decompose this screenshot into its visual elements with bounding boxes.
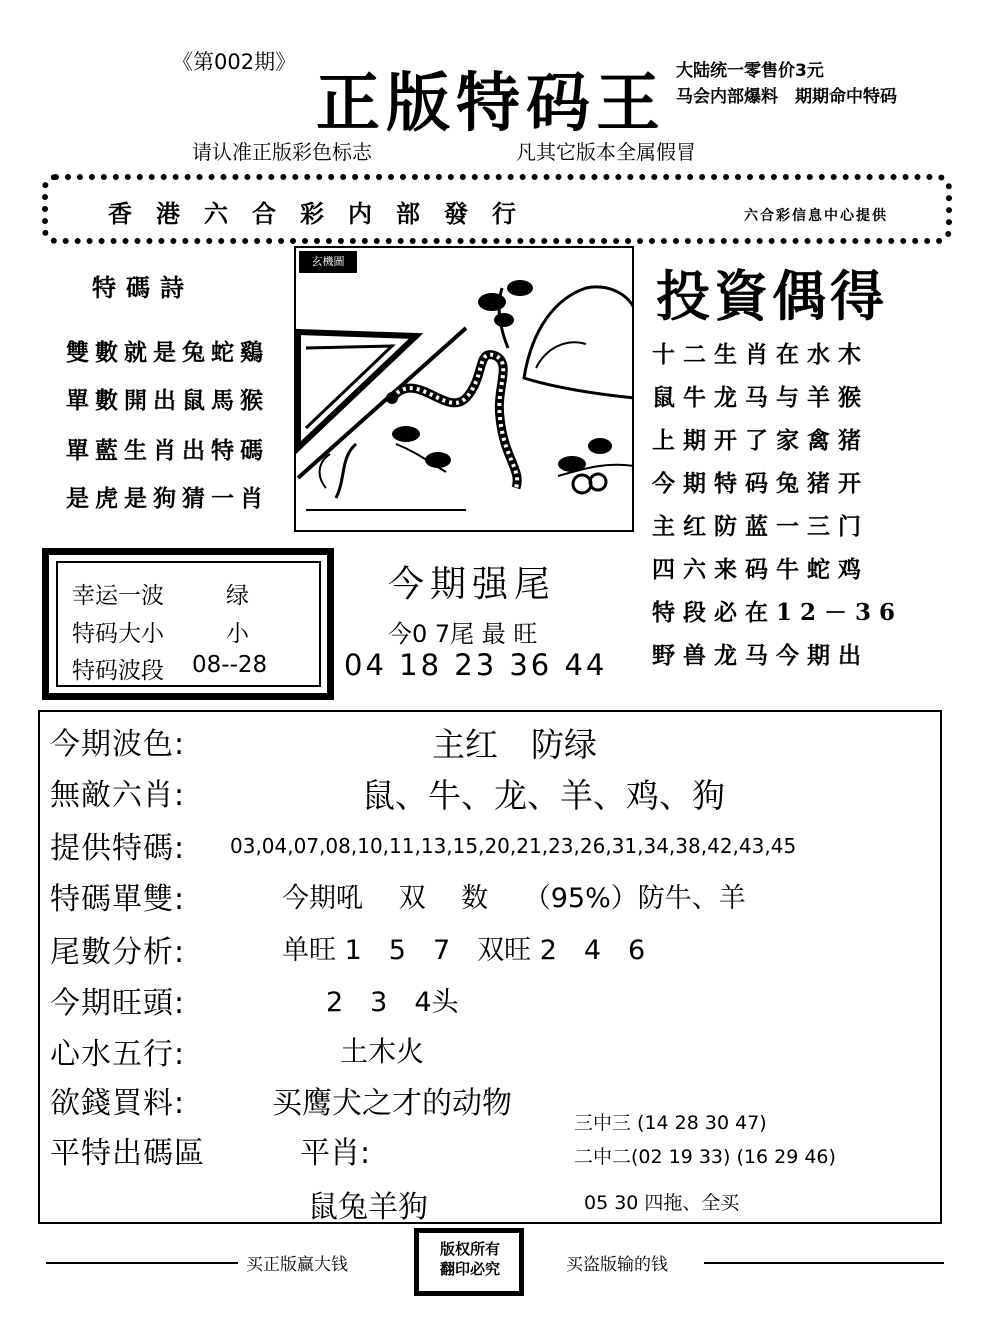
strong-tail-sub: 今0 7尾 最 旺 bbox=[388, 620, 538, 648]
authenticity-note-left: 请认准正版彩色标志 bbox=[192, 140, 372, 164]
row-label: 今期波色: bbox=[50, 727, 186, 762]
row-value: 买鹰犬之才的动物 bbox=[272, 1086, 512, 1121]
right-poem-line: 上期开了家禽猪 bbox=[652, 427, 869, 454]
row-label: 特碼單雙: bbox=[50, 882, 186, 917]
row-value: 03,04,07,08,10,11,13,15,20,21,23,26,31,34,38,42,43,45 bbox=[230, 834, 797, 858]
right-poem-line: 野兽龙马今期出 bbox=[652, 642, 869, 669]
poem-line: 單藍生肖出特碼 bbox=[66, 437, 269, 464]
strong-tail-title: 今期强尾 bbox=[388, 564, 557, 605]
banner-text: 香港六合彩内部發行 bbox=[108, 199, 540, 228]
lucky-label: 幸运一波 bbox=[72, 583, 164, 609]
footer-rule-left bbox=[46, 1262, 238, 1264]
slogan: 马会内部爆料 期期命中特码 bbox=[676, 87, 897, 107]
lucky-value: 08--28 bbox=[192, 652, 268, 678]
row-label: 平特出碼區 bbox=[50, 1136, 205, 1171]
row-label: 尾數分析: bbox=[50, 935, 186, 970]
lucky-label: 特码波段 bbox=[72, 658, 164, 684]
right-poem-line: 特段必在12－36 bbox=[652, 599, 904, 626]
right-poem-line: 今期特码兔猪开 bbox=[652, 470, 869, 497]
row-value: 2 3 4头 bbox=[326, 987, 459, 1018]
strong-tail-numbers: 04 18 23 36 44 bbox=[344, 648, 608, 682]
row-value: 单旺 1 5 7 双旺 2 4 6 bbox=[282, 935, 646, 966]
row-label: 無敵六肖: bbox=[50, 778, 186, 813]
row-value: 土木火 bbox=[340, 1035, 425, 1068]
lucky-value: 小 bbox=[226, 621, 249, 647]
row-value: 鼠、牛、龙、羊、鸡、狗 bbox=[362, 776, 725, 815]
illustration-stamp: 玄機圖 bbox=[299, 251, 357, 273]
footer-left-text: 买正版赢大钱 bbox=[246, 1255, 348, 1275]
banner-credit: 六合彩信息中心提供 bbox=[744, 208, 888, 224]
footer-right-text: 买盗版输的钱 bbox=[566, 1255, 668, 1275]
lucky-value: 绿 bbox=[226, 583, 249, 609]
authenticity-note-right: 凡其它版本全属假冒 bbox=[516, 140, 696, 164]
poem-title: 特碼詩 bbox=[92, 274, 194, 302]
issue-number: 《第002期》 bbox=[172, 50, 297, 74]
right-poem-title: 投資偶得 bbox=[656, 264, 888, 328]
snake-illustration bbox=[294, 246, 634, 532]
right-poem-line: 主红防蓝一三门 bbox=[652, 513, 869, 540]
row-value: 今期吼 双 数 （95%）防牛、羊 bbox=[282, 883, 746, 914]
snake-drawing bbox=[296, 248, 634, 532]
row-value: 主红 防绿 bbox=[432, 725, 597, 764]
copyright-line-1: 版权所有 bbox=[439, 1240, 500, 1258]
footer-rule-right bbox=[704, 1262, 944, 1264]
combo-line: 二中二(02 19 33) (16 29 46) bbox=[574, 1146, 836, 1168]
poem-line: 雙數就是兔蛇鷄 bbox=[66, 339, 269, 366]
copyright-text bbox=[424, 1239, 516, 1279]
pingxiao-value: 鼠兔羊狗 bbox=[308, 1190, 428, 1225]
combo-line: 05 30 四拖、全买 bbox=[584, 1192, 740, 1214]
row-label: 心水五行: bbox=[50, 1037, 186, 1072]
right-poem-line: 鼠牛龙马与羊猴 bbox=[652, 384, 869, 411]
price-note: 大陆统一零售价3元 bbox=[676, 61, 824, 81]
row-label: 提供特碼: bbox=[50, 831, 186, 866]
row-label: 欲錢買料: bbox=[50, 1086, 186, 1121]
lucky-label: 特码大小 bbox=[72, 621, 164, 647]
right-poem-line: 十二生肖在水木 bbox=[652, 341, 869, 368]
page-title: 正版特码王 bbox=[316, 66, 666, 141]
row-label: 今期旺頭: bbox=[50, 986, 186, 1021]
poem-line: 單數開出鼠馬猴 bbox=[66, 387, 269, 414]
row-value: 平肖: bbox=[300, 1136, 371, 1171]
combo-line: 三中三 (14 28 30 47) bbox=[574, 1112, 767, 1134]
right-poem-line: 四六来码牛蛇鸡 bbox=[652, 556, 869, 583]
copyright-line-2: 翻印必究 bbox=[439, 1260, 500, 1278]
poem-line: 是虎是狗猜一肖 bbox=[66, 485, 269, 512]
